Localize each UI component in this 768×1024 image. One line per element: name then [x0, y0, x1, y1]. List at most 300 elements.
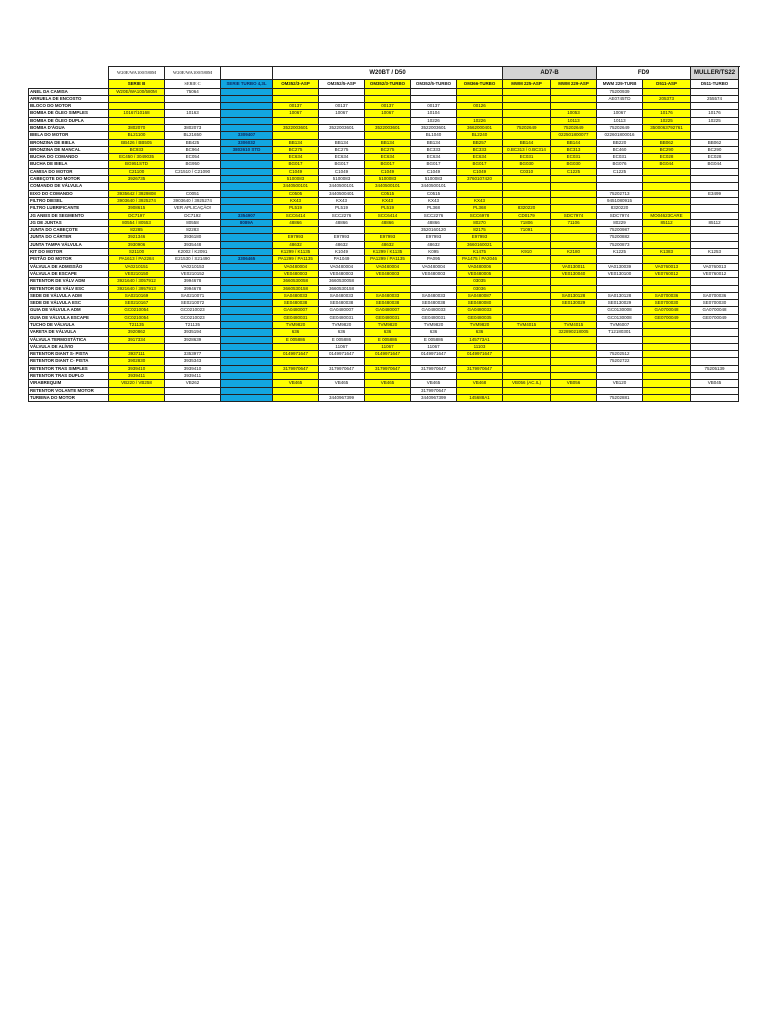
table-cell: [503, 365, 551, 372]
row-label: VÁLVULA DE ESCAPE: [29, 270, 109, 277]
table-cell: GA0480007: [365, 307, 411, 314]
table-cell: BB062: [691, 139, 739, 146]
table-cell: [457, 95, 503, 102]
table-cell: [643, 329, 691, 336]
table-cell: [597, 336, 643, 343]
table-cell: KX43: [365, 197, 411, 204]
table-cell: SA0480033: [411, 292, 457, 299]
table-cell: 3440967399: [319, 394, 365, 401]
table-cell: [221, 336, 273, 343]
group-header-cell: W20E/WA100/580M: [109, 67, 165, 80]
table-cell: [221, 124, 273, 131]
table-cell: 3935343: [165, 358, 221, 365]
table-row: [29, 263, 739, 270]
table-row: [29, 351, 739, 358]
table-row: [29, 183, 739, 190]
table-row: [29, 322, 739, 329]
table-cell: 636: [365, 329, 411, 336]
table-cell: GC0210054: [109, 307, 165, 314]
table-cell: 82283: [165, 227, 221, 234]
table-row: [29, 219, 739, 226]
table-cell: [273, 132, 319, 139]
table-cell: [221, 103, 273, 110]
table-cell: VE0210152: [165, 270, 221, 277]
table-cell: [165, 103, 221, 110]
table-cell: [643, 394, 691, 401]
table-cell: [319, 117, 365, 124]
table-cell: SA0700036: [643, 292, 691, 299]
table-cell: T12180301: [597, 329, 643, 336]
row-label: CAMISA DO MOTOR: [29, 168, 109, 175]
table-cell: SE0700030: [691, 300, 739, 307]
table-cell: VB465: [411, 380, 457, 387]
table-cell: BC275: [273, 146, 319, 153]
table-cell: [551, 285, 597, 292]
table-cell: 80229: [597, 219, 643, 226]
table-cell: 00137: [319, 103, 365, 110]
row-label: BRONZINA DE MANCAL: [29, 146, 109, 153]
table-cell: BC290: [643, 146, 691, 153]
table-cell: [643, 278, 691, 285]
table-cell: E97993: [411, 234, 457, 241]
table-cell: K1383: [643, 249, 691, 256]
table-cell: 75202881: [597, 394, 643, 401]
table-cell: [503, 256, 551, 263]
table-cell: [221, 307, 273, 314]
row-label: COMANDO DE VÁLVULA: [29, 183, 109, 190]
table-cell: VA0210153: [165, 263, 221, 270]
table-cell: [503, 176, 551, 183]
table-cell: [551, 336, 597, 343]
table-cell: 145773A1: [457, 336, 503, 343]
table-cell: [411, 373, 457, 380]
table-cell: [503, 234, 551, 241]
table-cell: GA0700048: [643, 307, 691, 314]
table-cell: 5100083: [411, 176, 457, 183]
table-cell: 3802073: [165, 124, 221, 131]
table-cell: [221, 278, 273, 285]
table-cell: GA0480007: [319, 307, 365, 314]
table-cell: [221, 154, 273, 161]
table-cell: 00137: [365, 103, 411, 110]
table-cell: C21510 / C21090: [165, 168, 221, 175]
table-cell: [643, 336, 691, 343]
table-cell: [503, 373, 551, 380]
table-cell: [691, 387, 739, 394]
table-cell: BL21100: [109, 132, 165, 139]
table-cell: [221, 117, 273, 124]
table-cell: 3902830: [109, 358, 165, 365]
table-cell: EC450 / 3049035: [109, 154, 165, 161]
row-label: BUCHA DE BIELA: [29, 161, 109, 168]
table-cell: SA0210169: [109, 292, 165, 299]
table-cell: [221, 263, 273, 270]
table-row: [29, 103, 739, 110]
table-cell: VB262: [165, 380, 221, 387]
table-cell: [551, 307, 597, 314]
table-cell: VE0480003: [273, 270, 319, 277]
table-cell: [457, 373, 503, 380]
table-cell: MO04623CARE: [643, 212, 691, 219]
row-label: RETENTOR DE VÁLV ADM: [29, 278, 109, 285]
table-cell: [551, 88, 597, 95]
row-label: JG ANEIS DE SEGMENTO: [29, 212, 109, 219]
table-cell: 0.BC313 / 0.BC314: [503, 146, 551, 153]
table-cell: [597, 285, 643, 292]
row-label: FILTRO DIESEL: [29, 197, 109, 204]
table-cell: SCC6978: [457, 212, 503, 219]
table-cell: VE0480003: [365, 270, 411, 277]
table-cell: [691, 183, 739, 190]
table-cell: [221, 241, 273, 248]
table-cell: VB045: [691, 380, 739, 387]
table-cell: [597, 278, 643, 285]
table-cell: 3921640 / 3057912: [109, 278, 165, 285]
table-cell: [503, 88, 551, 95]
row-label: GUIA DE VÁLVULA ESCAPE: [29, 314, 109, 321]
table-row: [29, 270, 739, 277]
table-cell: [221, 183, 273, 190]
table-cell: T21135: [165, 322, 221, 329]
table-cell: VB465: [273, 380, 319, 387]
table-cell: [691, 343, 739, 350]
table-cell: 85112: [643, 219, 691, 226]
table-cell: SA0480033: [365, 292, 411, 299]
table-cell: [643, 351, 691, 358]
table-cell: VA0210151: [109, 263, 165, 270]
table-cell: [221, 234, 273, 241]
column-header-cell: MWM 229-TURB: [597, 80, 643, 89]
table-cell: [503, 103, 551, 110]
table-cell: 5100083: [273, 176, 319, 183]
table-cell: [691, 256, 739, 263]
table-cell: 3306032: [221, 139, 273, 146]
table-cell: 3660530158: [319, 285, 365, 292]
table-cell: 10226: [411, 117, 457, 124]
table-cell: 48866: [365, 219, 411, 226]
table-cell: [691, 358, 739, 365]
table-cell: [643, 234, 691, 241]
table-cell: CD0179: [503, 212, 551, 219]
table-cell: VER APLICAÇÃO!: [165, 205, 221, 212]
table-cell: 00137: [273, 103, 319, 110]
table-cell: 3921346: [109, 234, 165, 241]
column-header-cell: SERIE B: [109, 80, 165, 89]
table-cell: BB062: [643, 139, 691, 146]
table-cell: BC460: [597, 146, 643, 153]
table-cell: [273, 95, 319, 102]
table-cell: [109, 103, 165, 110]
table-cell: 3802610 STD: [221, 146, 273, 153]
table-cell: [643, 241, 691, 248]
row-label: EIXO DO COMANDO: [29, 190, 109, 197]
table-cell: 10167/10168: [109, 110, 165, 117]
table-cell: [503, 117, 551, 124]
table-cell: [691, 285, 739, 292]
table-cell: [551, 394, 597, 401]
table-cell: [365, 227, 411, 234]
table-row: [29, 278, 739, 285]
table-cell: 022501800077: [551, 132, 597, 139]
table-cell: 48632: [411, 241, 457, 248]
table-cell: [643, 365, 691, 372]
table-cell: [221, 249, 273, 256]
table-cell: [691, 322, 739, 329]
table-cell: 75202713: [597, 190, 643, 197]
table-cell: C0051: [165, 190, 221, 197]
table-cell: BB144: [503, 139, 551, 146]
table-cell: [221, 176, 273, 183]
table-cell: GE0480031: [365, 314, 411, 321]
table-cell: C1049: [365, 168, 411, 175]
table-cell: 3939411: [165, 373, 221, 380]
table-cell: [109, 343, 165, 350]
column-header-cell: OM352/3-ASP: [273, 80, 319, 89]
table-cell: [319, 227, 365, 234]
table-cell: 3939410: [165, 365, 221, 372]
table-cell: VA0480004: [273, 263, 319, 270]
table-cell: 3802070: [109, 124, 165, 131]
table-cell: [643, 256, 691, 263]
table-cell: K1225: [597, 249, 643, 256]
table-cell: [643, 88, 691, 95]
row-label: BOMBA DE ÓLEO SIMPLES: [29, 110, 109, 117]
table-row: [29, 161, 739, 168]
table-cell: K2180: [551, 249, 597, 256]
table-cell: [221, 329, 273, 336]
table-cell: 10104: [411, 110, 457, 117]
table-cell: 11067: [319, 343, 365, 350]
table-cell: [221, 197, 273, 204]
table-cell: 75064: [165, 88, 221, 95]
table-cell: 3500063792761: [643, 124, 691, 131]
table-cell: [597, 343, 643, 350]
table-cell: 75202649: [551, 124, 597, 131]
table-cell: C1049: [319, 168, 365, 175]
table-cell: K910: [503, 249, 551, 256]
table-cell: AE0745TD: [597, 95, 643, 102]
table-cell: 3179970647: [365, 365, 411, 372]
table-cell: E97993: [319, 234, 365, 241]
table-cell: TVM4015: [503, 322, 551, 329]
table-cell: 10163: [165, 110, 221, 117]
row-label: PISTÃO DO MOTOR: [29, 256, 109, 263]
table-cell: [551, 373, 597, 380]
table-cell: K1253: [691, 249, 739, 256]
table-cell: 145688A1: [457, 394, 503, 401]
table-cell: [319, 132, 365, 139]
row-label: JUNTA TAMPA VÁLVULA: [29, 241, 109, 248]
table-cell: 75200987: [597, 227, 643, 234]
table-cell: SCC2276: [411, 212, 457, 219]
table-cell: 0149971647: [457, 351, 503, 358]
table-cell: [221, 285, 273, 292]
table-cell: [365, 387, 411, 394]
table-cell: VE0480003: [411, 270, 457, 277]
table-cell: 71806: [503, 219, 551, 226]
table-cell: [319, 88, 365, 95]
table-cell: [457, 88, 503, 95]
table-cell: PA1475 / PA2046: [457, 256, 503, 263]
table-cell: 10113: [551, 117, 597, 124]
table-cell: 3935448: [165, 241, 221, 248]
table-cell: E 005886: [365, 336, 411, 343]
table-cell: 75202649: [597, 124, 643, 131]
table-cell: [365, 278, 411, 285]
table-cell: 75200873: [597, 241, 643, 248]
table-cell: [643, 387, 691, 394]
table-cell: SDC7974: [551, 212, 597, 219]
table-cell: BG017: [411, 161, 457, 168]
row-label: ANEL DA CAMISA: [29, 88, 109, 95]
row-label: RETENTOR TRAS SIMPLES: [29, 365, 109, 372]
group-header-cell: W20E/WA100/580M: [165, 67, 221, 80]
table-cell: [503, 343, 551, 350]
table-cell: SE0480080: [457, 300, 503, 307]
column-header-cell: [29, 80, 109, 89]
table-cell: [503, 300, 551, 307]
table-cell: [365, 394, 411, 401]
table-cell: PL519: [319, 205, 365, 212]
table-cell: EC031: [597, 154, 643, 161]
table-row: [29, 190, 739, 197]
table-cell: GA0480033: [457, 307, 503, 314]
table-row: [29, 307, 739, 314]
column-header-cell: OM352/5-ASP: [319, 80, 365, 89]
table-cell: BL21650: [165, 132, 221, 139]
table-row: [29, 124, 739, 131]
table-cell: E 005886: [411, 336, 457, 343]
table-cell: [457, 110, 503, 117]
table-cell: [551, 387, 597, 394]
row-label: BOMBA D'ÁGUA: [29, 124, 109, 131]
table-cell: E97993: [365, 234, 411, 241]
table-cell: [503, 387, 551, 394]
table-cell: 3936180: [165, 234, 221, 241]
table-cell: [165, 394, 221, 401]
table-cell: [597, 176, 643, 183]
group-header-cell: [29, 67, 109, 80]
table-row: [29, 205, 739, 212]
table-cell: [643, 343, 691, 350]
table-cell: [691, 212, 739, 219]
table-cell: [273, 394, 319, 401]
table-cell: TVM9820: [457, 322, 503, 329]
table-cell: [109, 95, 165, 102]
table-cell: [273, 117, 319, 124]
table-cell: [221, 322, 273, 329]
table-row: [29, 132, 739, 139]
table-cell: EC634: [319, 154, 365, 161]
table-cell: BC333: [457, 146, 503, 153]
table-cell: [551, 256, 597, 263]
table-cell: [503, 270, 551, 277]
table-cell: [551, 95, 597, 102]
table-cell: 5100083: [365, 176, 411, 183]
table-cell: 82175: [457, 227, 503, 234]
table-cell: [221, 88, 273, 95]
table-row: [29, 336, 739, 343]
table-cell: 3179970647: [411, 365, 457, 372]
table-cell: 10067: [273, 110, 319, 117]
table-cell: VA0130011: [551, 263, 597, 270]
table-cell: EC634: [365, 154, 411, 161]
table-cell: 3660530058: [319, 278, 365, 285]
table-cell: 0149971647: [319, 351, 365, 358]
table-cell: 75200939: [597, 88, 643, 95]
table-cell: 3903640 / 3925274: [165, 197, 221, 204]
table-cell: 48866: [319, 219, 365, 226]
table-cell: 80554 / 80553: [109, 219, 165, 226]
column-header-cell: SERIE C: [165, 80, 221, 89]
table-cell: [503, 285, 551, 292]
table-cell: VB056: [551, 380, 597, 387]
table-cell: BG950: [165, 161, 221, 168]
table-cell: 3179970647: [411, 387, 457, 394]
table-cell: 3179970647: [457, 365, 503, 372]
table-cell: VA0130039: [597, 263, 643, 270]
table-cell: GE0700049: [691, 314, 739, 321]
table-cell: K1299 / K1135: [273, 249, 319, 256]
table-row: [29, 154, 739, 161]
table-cell: KX43: [457, 197, 503, 204]
table-cell: 3440500101: [273, 183, 319, 190]
table-cell: 3903640 / 3925274: [109, 197, 165, 204]
table-cell: VA0760013: [691, 263, 739, 270]
table-cell: GC0130008: [597, 314, 643, 321]
table-cell: [551, 183, 597, 190]
table-cell: 75202722: [597, 358, 643, 365]
table-row: [29, 358, 739, 365]
table-cell: [551, 190, 597, 197]
table-cell: [503, 241, 551, 248]
table-row: [29, 249, 739, 256]
table-cell: TVM9820: [273, 322, 319, 329]
row-label: RETENTOR VOLANTE MOTOR: [29, 387, 109, 394]
table-cell: [597, 373, 643, 380]
table-cell: [503, 329, 551, 336]
table-cell: [411, 95, 457, 102]
table-cell: 10053: [551, 110, 597, 117]
table-cell: BC313: [551, 146, 597, 153]
table-cell: [691, 329, 739, 336]
table-cell: KX43: [273, 197, 319, 204]
column-header-row: [29, 80, 739, 89]
table-cell: 3440967399: [411, 394, 457, 401]
table-cell: 3306465: [221, 256, 273, 263]
table-row: [29, 212, 739, 219]
table-cell: 255574: [691, 95, 739, 102]
table-cell: SE0480038: [273, 300, 319, 307]
table-cell: 3939411: [109, 373, 165, 380]
table-cell: [551, 234, 597, 241]
table-cell: BG076: [597, 161, 643, 168]
table-row: [29, 197, 739, 204]
table-cell: 48866: [411, 219, 457, 226]
table-cell: [165, 343, 221, 350]
table-cell: BC333: [411, 146, 457, 153]
table-cell: K1049: [319, 249, 365, 256]
table-cell: [221, 205, 273, 212]
table-cell: 82285: [109, 227, 165, 234]
table-cell: C0505: [273, 190, 319, 197]
table-cell: GA0480033: [411, 307, 457, 314]
table-cell: SA0480033: [273, 292, 319, 299]
table-cell: BC933: [109, 146, 165, 153]
table-cell: VB465: [365, 380, 411, 387]
table-cell: [691, 205, 739, 212]
table-cell: 3920862: [109, 329, 165, 336]
